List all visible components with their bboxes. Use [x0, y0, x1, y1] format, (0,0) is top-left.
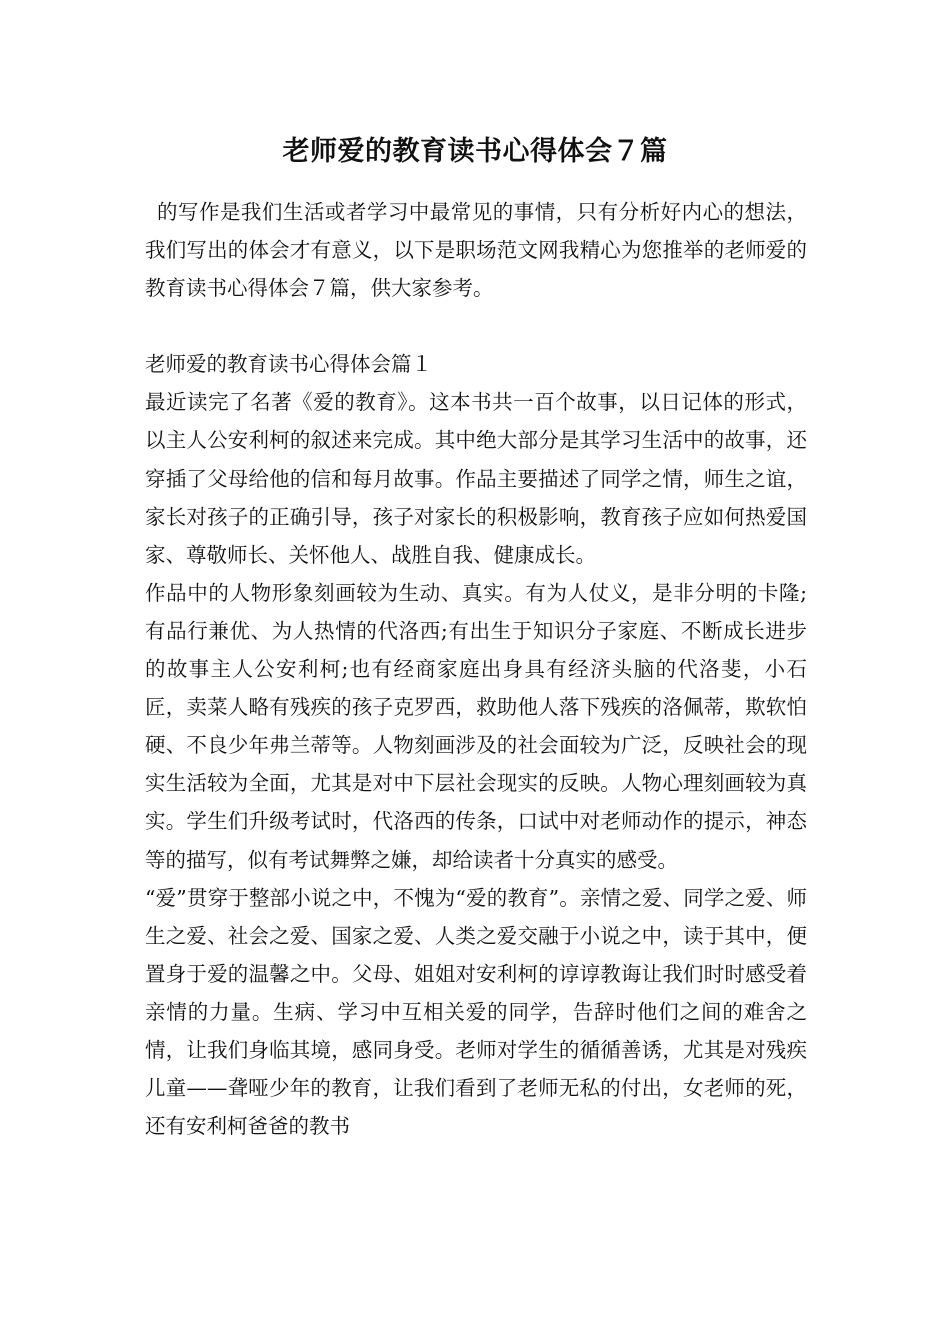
body-paragraph-1: 最近读完了名著《爱的教育》。这本书共一百个故事，以日记体的形式，以主人公安利柯的叙述来完成。其中绝大部分是其学习生活中的故事，还穿插了父母给他的信和每月故事。作品主要描述了同学之情，师生之谊，家长对孩子的正确引导，孩子对家长的积极影响，教育孩子应如何热爱国家、尊敬师长、关怀他人、战胜自我、健康成长。	[145, 390, 807, 567]
section-heading: 老师爱的教育读书心得体会篇１	[145, 352, 432, 377]
body-paragraph-2: 作品中的人物形象刻画较为生动、真实。有为人仗义，是非分明的卡隆;有品行兼优、为人热情的代洛西;有出生于知识分子家庭、不断成长进步的故事主人公安利柯;也有经商家庭出身具有经济头脑的代洛斐，小石匠，卖菜人略有残疾的孩子克罗西，救助他人落下残疾的洛佩蒂，欺软怕硬、不良少年弗兰蒂等。人物刻画涉及的社会面较为广泛，反映社会的现实生活较为全面，尤其是对中下层社会现实的反映。人物心理刻画较为真实。学生们升级考试时，代洛西的传条，口试中对老师动作的提示，神态等的描写，似有考试舞弊之嫌，却给读者十分真实的感受。	[145, 580, 807, 872]
document-title: 老师爱的教育读书心得体会７篇	[282, 136, 668, 167]
document-body	[145, 193, 807, 1145]
intro-paragraph: 的写作是我们生活或者学习中最常见的事情，只有分析好内心的想法，我们写出的体会才有意义，以下是职场范文网我精心为您推举的老师爱的教育读书心得体会７篇，供大家参考。	[145, 200, 807, 301]
body-paragraph-3: “爱”贯穿于整部小说之中，不愧为“爱的教育”。亲情之爱、同学之爱、师生之爱、社会之爱、国家之爱、人类之爱交融于小说之中，读于其中，便置身于爱的温馨之中。父母、姐姐对安利柯的谆谆教诲让我们时时感受着亲情的力量。生病、学习中互相关爱的同学，告辞时他们之间的难舍之情，让我们身临其境，感同身受。老师对学生的循循善诱，尤其是对残疾儿童——聋哑少年的教育，让我们看到了老师无私的付出，女老师的死，还有安利柯爸爸的教书	[145, 885, 807, 1139]
paragraph-gap	[145, 307, 807, 345]
